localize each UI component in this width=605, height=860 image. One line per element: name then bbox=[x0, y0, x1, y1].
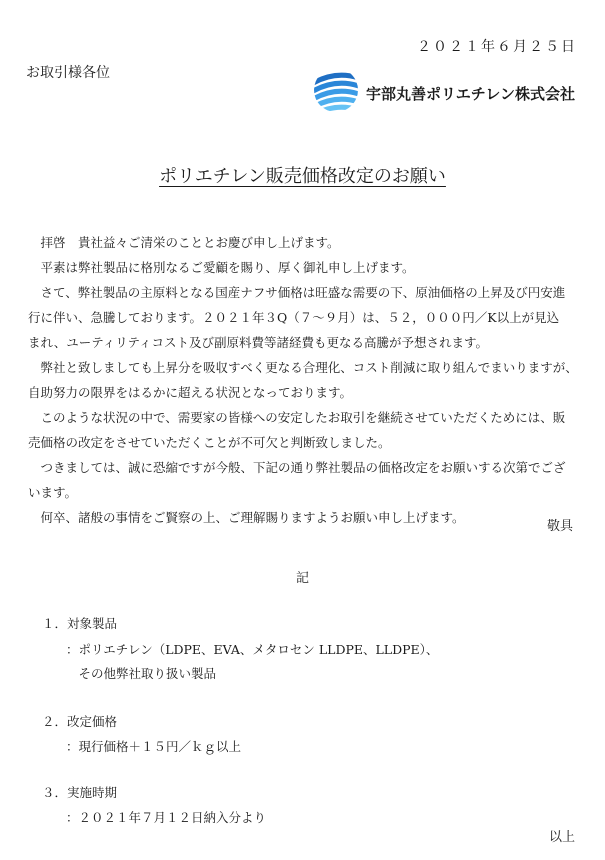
body-line: 売価格の改定をさせていただくことが不可欠と判断致しました。 bbox=[28, 435, 391, 450]
company-name: 宇部丸善ポリエチレン株式会社 bbox=[366, 85, 576, 103]
body-line: 拝啓 貴社益々ご清栄のこととお慶び申し上げます。 bbox=[28, 235, 340, 250]
company-logo-sphere-icon bbox=[312, 66, 360, 114]
end-ijou: 以上 bbox=[548, 830, 575, 845]
body-line: 自助努力の限界をはるかに超える状況となっております。 bbox=[28, 385, 353, 400]
ki-heading: 記 bbox=[295, 571, 309, 586]
item-detail-products: ：ポリエチレン（LDPE、EVA、メタロセン LLDPE、LLDPE）、 bbox=[66, 642, 439, 657]
recipient: お取引様各位 bbox=[26, 65, 110, 81]
item-detail-price: ：現行価格＋１５円／ｋｇ以上 bbox=[66, 739, 242, 754]
item-detail-products: その他弊社取り扱い製品 bbox=[66, 666, 217, 681]
body-line: 行に伴い、急騰しております。２０２１年３Q（７～９月）は、５２，０００円／K以上が見込 bbox=[28, 310, 560, 325]
document-title: ポリエチレン販売価格改定のお願い bbox=[159, 166, 446, 187]
body-line: このような状況の中で、需要家の皆様への安定したお取引を継続させていただくためには、販 bbox=[28, 410, 566, 425]
body-line: つきましては、誠に恐縮ですが今般、下記の通り弊社製品の価格改定をお願いする次第でござ bbox=[28, 460, 566, 475]
body-line: さて、弊社製品の主原料となる国産ナフサ価格は旺盛な需要の下、原油価格の上昇及び円安進 bbox=[28, 285, 566, 300]
document-date: ２０２１年６月２５日 bbox=[417, 39, 577, 55]
item-heading-price: ２．改定価格 bbox=[42, 714, 118, 729]
item-heading-products: １．対象製品 bbox=[42, 616, 118, 631]
body-line: 弊社と致しましても上昇分を吸収すべく更なる合理化、コスト削減に取り組んでまいりますが、 bbox=[28, 360, 578, 375]
body-line: 平素は弊社製品に格別なるご愛顧を賜り、厚く御礼申し上げます。 bbox=[28, 260, 415, 275]
body-line: います。 bbox=[28, 485, 78, 500]
body-line: まれ、ユーティリティコスト及び副原料費等諸経費も更なる高騰が予想されます。 bbox=[28, 335, 489, 350]
item-detail-schedule: ：２０２１年７月１２日納入分より bbox=[66, 810, 267, 825]
closing-keigu: 敬具 bbox=[546, 519, 573, 534]
body-line: 何卒、諸般の事情をご賢察の上、ご理解賜りますようお願い申し上げます。 bbox=[28, 510, 465, 525]
item-heading-schedule: ３．実施時期 bbox=[42, 785, 118, 800]
